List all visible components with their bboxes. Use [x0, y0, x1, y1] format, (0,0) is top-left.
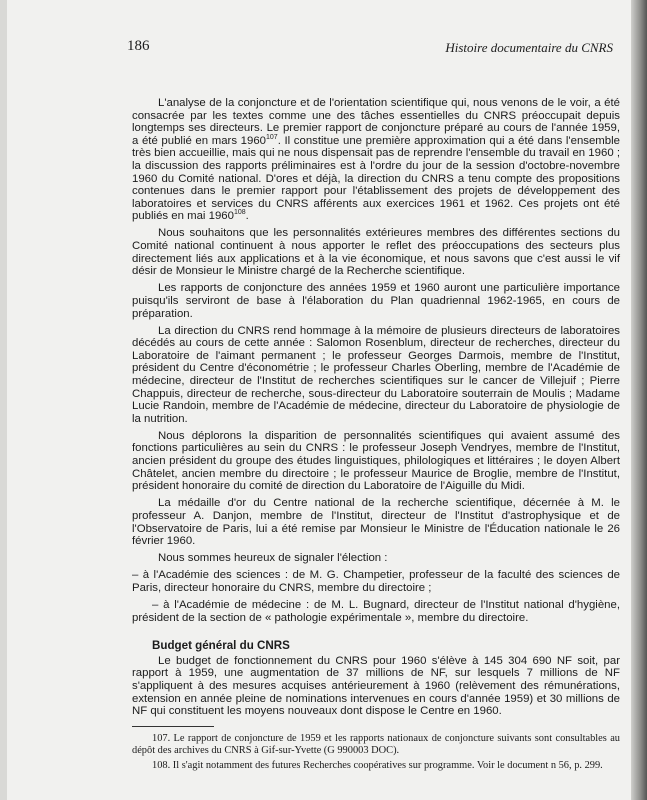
footnote-107: 107. Le rapport de conjoncture de 1959 et les rapports nationaux de conjoncture suivants sont consultables au dépôt des archives du CNRS à Gif-sur-Yvette (G 990003 DOC).: [132, 732, 620, 757]
paragraph-text: .: [245, 210, 249, 223]
section-heading: Budget général du CNRS: [152, 639, 290, 653]
paragraph-budget: Le budget de fonctionnement du CNRS pour 1960 s'élève à 145 304 690 NF soit, par rapport à 1959, une augmentation de 37 millions de NF, sur lesquels 7 millions de NF s'appliquent à des mesures acquises antérieurement à 1960 (relèvement des rémunérations, extension en année pleine de nominations intervenues en cours d'année 1959) et 30 millions de NF qui constituent les moyens nouveaux dont dispose le Centre en 1960.: [132, 654, 620, 718]
footnote-ref-108: 108: [233, 209, 246, 217]
paragraph-text: L'analyse de la conjoncture et de l'orientation scientifique qui, nous venons de le voir, a été consacrée par les textes comme une des tâches essentielles du CNRS préoccupait depuis longtemps ses directeurs. Le premier rapport de conjoncture préparé au cours de l'année 1959, a été publié en mars 1960: [132, 97, 620, 147]
paragraph-medaille: La médaille d'or du Centre national de la recherche scientifique, décernée à M. le professeur A. Danjon, membre de l'Institut, directeur de l'Institut d'astrophysique et de l'Observatoire de Paris, lui a été remise par Monsieur le Ministre de l'Éducation nationale le 26 février 1960.: [132, 497, 620, 548]
scan-left-edge: [0, 0, 7, 800]
paragraph-text: . Il constitue une première approximation qui a été dans l'ensemble très bien accueillie, mais qui ne nous dispensait pas de reprendre l'ensemble du travail en 1960 ; la discussion des rapports préliminaires est à l'ordre du jour de la session d'octobre-novembre 1960 du Comité national. D'ores et déjà, la direction du CNRS a tenu compte des propositions contenues dans le premier rapport pour l'établissement des projets de développement des laboratoires et services du CNRS afférents aux exercices 1961 et 1962. Ces projets ont été publiés en mai 1960: [132, 134, 620, 223]
scan-right-edge: [631, 0, 647, 800]
footnotes: [132, 733, 620, 773]
page-header: [127, 38, 613, 58]
page-number: 186: [127, 38, 150, 54]
paragraph-disparition: Nous déplorons la disparition de personnalités scientifiques qui avaient assumé des fonctions particulières au sein du CNRS : le professeur Joseph Vendryes, membre de l'Institut, ancien président du groupe des études linguistiques, philologiques et littéraires ; le doyen Albert Châtelet, ancien membre du directoire ; le professeur Maurice de Broglie, membre de l'Institut, président honoraire du comité de direction du Laboratoire de l'Aiguille du Midi.: [132, 429, 620, 493]
paragraph-election: Nous sommes heureux de signaler l'élection :: [158, 552, 388, 565]
running-title: Histoire documentaire du CNRS: [445, 40, 613, 55]
paragraph-souhaits: Nous souhaitons que les personnalités extérieures membres des différentes sections du Comité national continuent à nous apporter le reflet des préoccupations des secteurs plus directement liés aux applications et à la vie économique, et nous savons que c'est aussi le vif désir de Monsieur le Ministre chargé de la Recherche scientifique.: [132, 227, 620, 278]
paragraph-hommage: La direction du CNRS rend hommage à la mémoire de plusieurs directeurs de laboratoires décédés au cours de cette année : Salomon Rosenblum, directeur de recherches, directeur du Laboratoire de l'aimant permanent ; le professeur Georges Darmois, membre de l'Institut, président du Centre d'économétrie ; le professeur Charles Oberling, membre de l'Académie de médecine, directeur de l'Institut de recherches scientifiques sur le cancer de Villejuif ; Pierre Chappuis, directeur de recherche, sous-directeur du Laboratoire souterrain de Moulis ; Madame Lucie Randoin, membre de l'Académie de médecine, directeur du Laboratoire de physiologie de la nutrition.: [132, 324, 620, 425]
body-text: [132, 97, 620, 775]
footnote-ref-107: 107: [266, 133, 278, 141]
paragraph-conjoncture: [132, 97, 620, 223]
footnote-108: 108. Il s'agit notamment des futures Recherches coopératives sur programme. Voir le document n 56, p. 299.: [152, 759, 603, 771]
footnote-divider: [132, 726, 214, 727]
paragraph-rapports: Les rapports de conjoncture des années 1959 et 1960 auront une particulière importance puisqu'ils serviront de base à l'élaboration du Plan quadriennal 1962-1965, en cours de préparation.: [132, 282, 620, 320]
list-item-academie-sciences: – à l'Académie des sciences : de M. G. Champetier, professeur de la faculté des sciences de Paris, directeur honoraire du CNRS, membre du directoire ;: [132, 569, 620, 594]
list-item-academie-medecine: – à l'Académie de médecine : de M. L. Bugnard, directeur de l'Institut national d'hygiène, président de la section de « pathologie expérimentale », membre du directoire.: [132, 598, 620, 624]
